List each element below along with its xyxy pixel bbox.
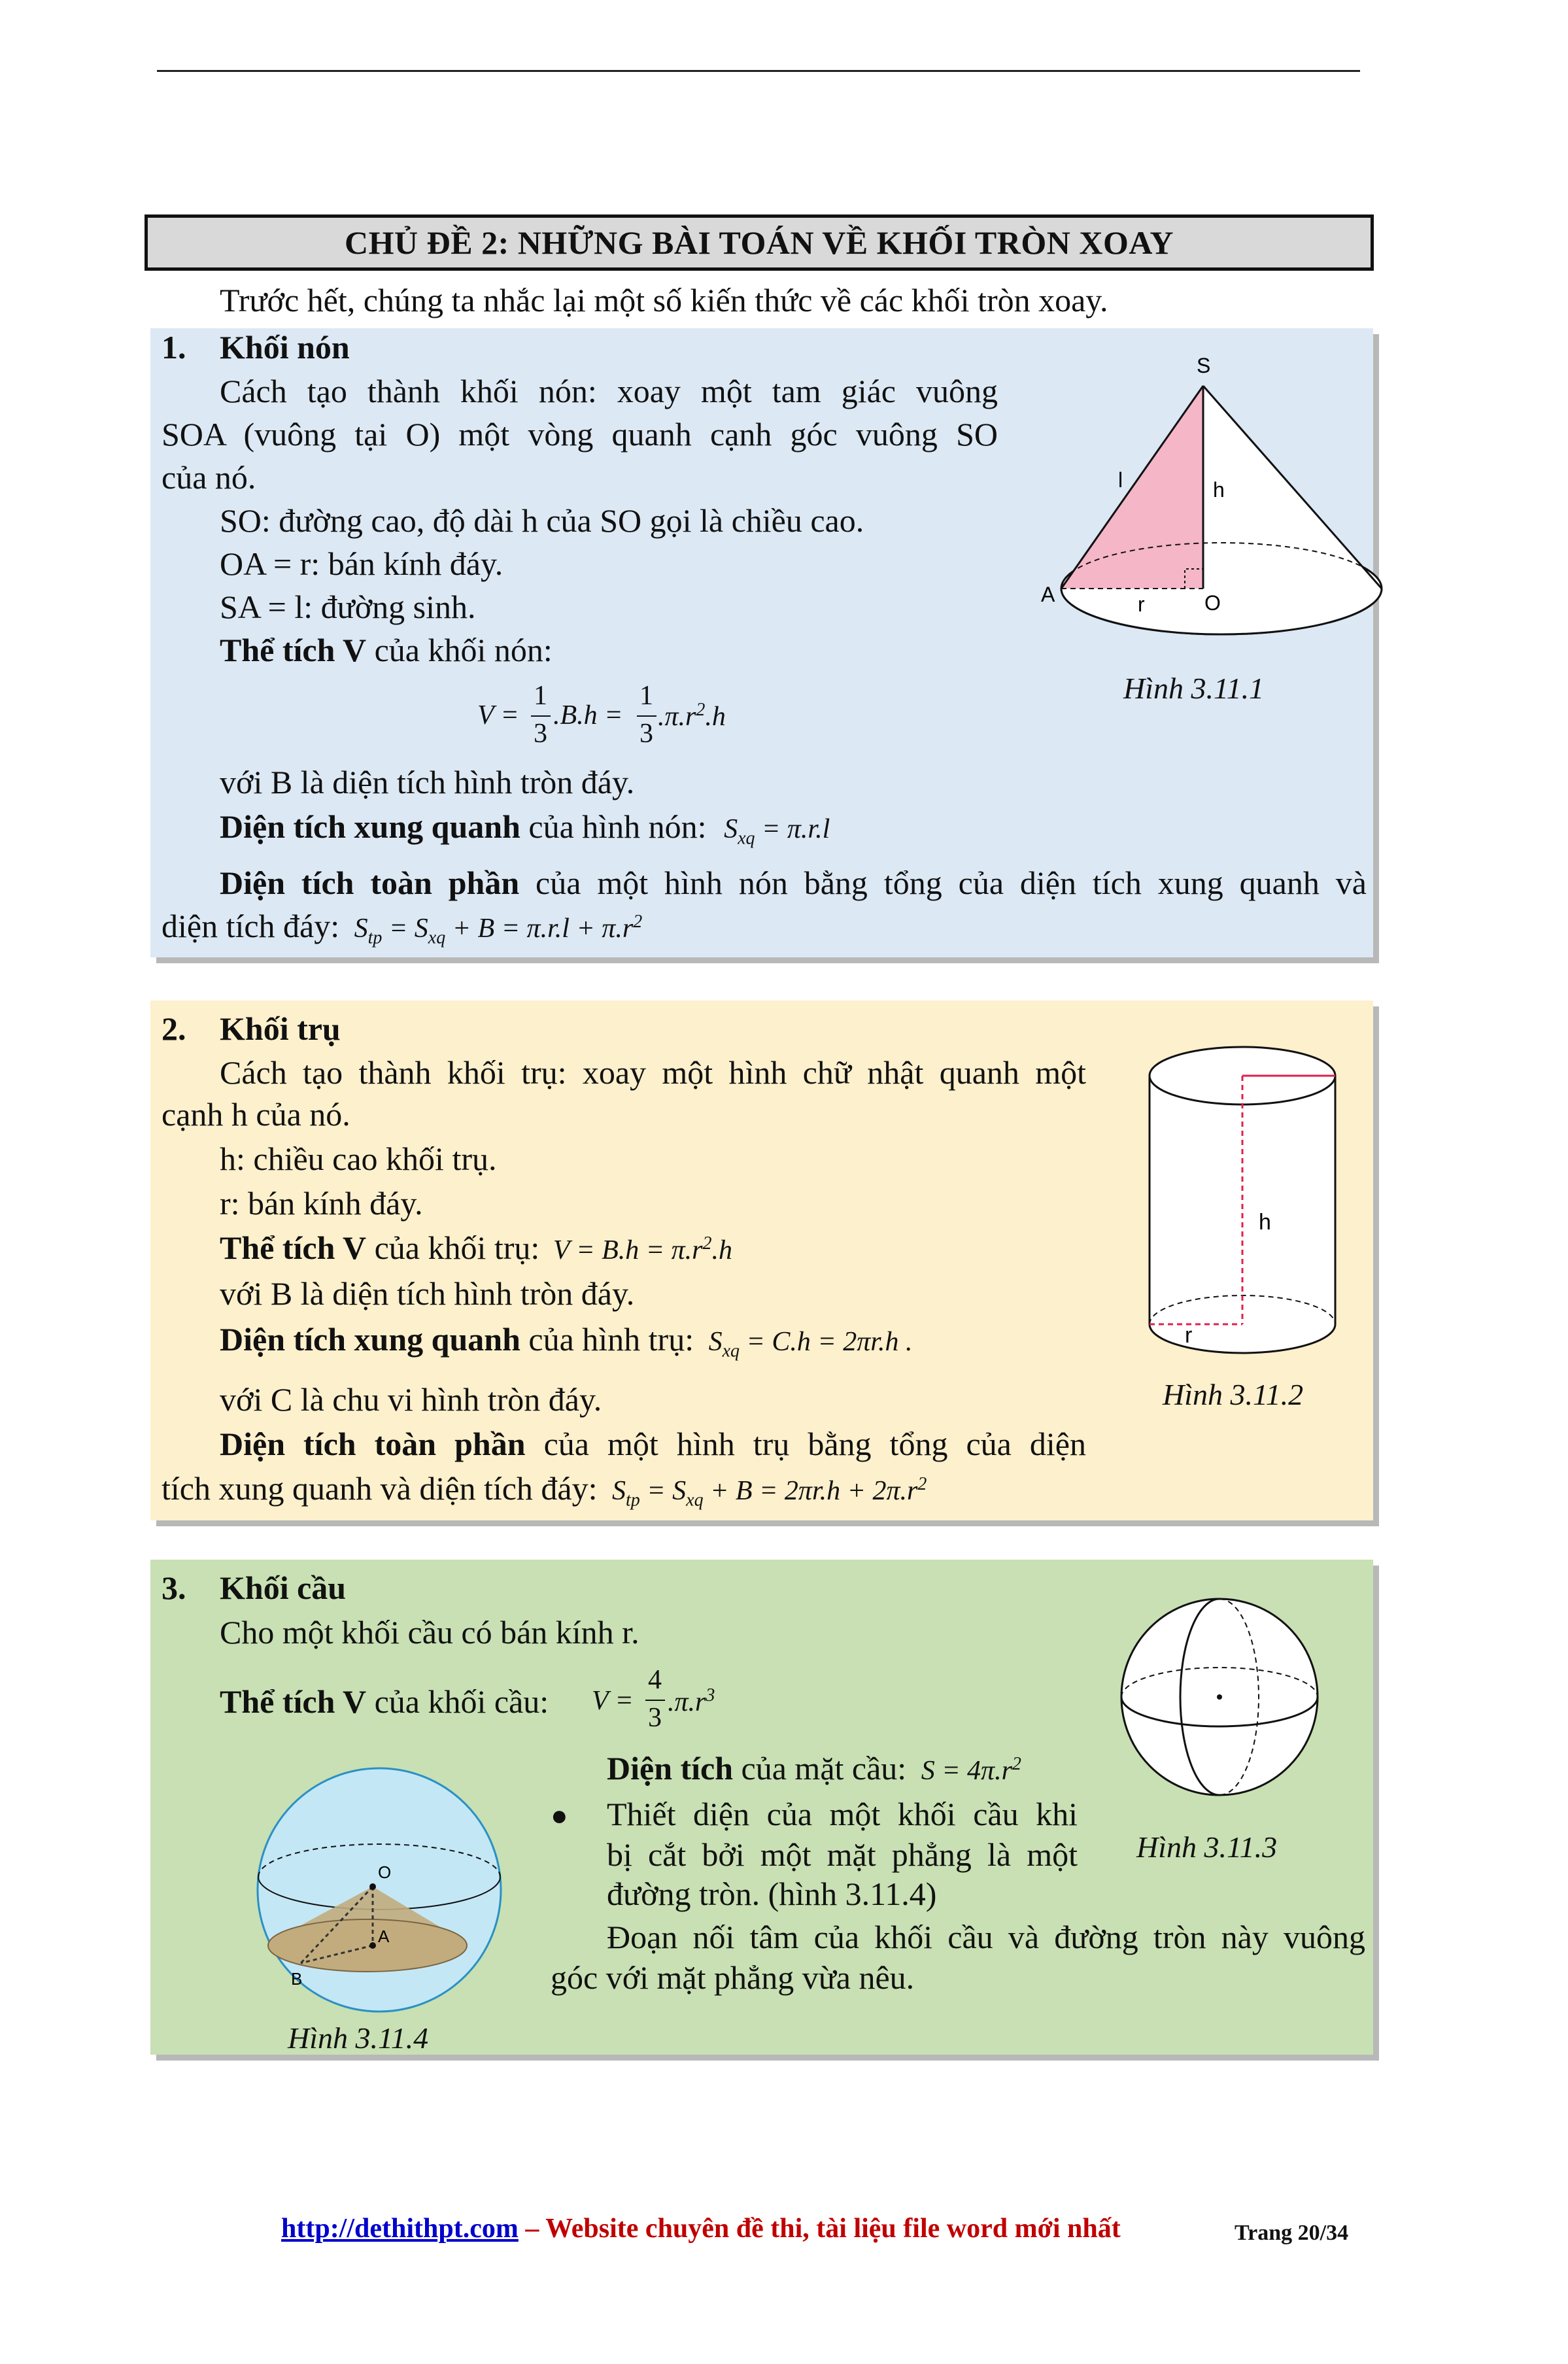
bullet-marker: ● [551, 1800, 568, 1832]
sphere-segment-line1: Đoạn nối tâm của khối cầu và đường tròn này vuông [607, 1919, 1365, 1955]
fraction-bar [531, 715, 551, 717]
cone-desc-line1: Cách tạo thành khối nón: xoay một tam giác vuông [220, 373, 998, 409]
sphere-figure [1112, 1589, 1327, 1805]
cone-sa-text: SA = l: đường sinh. [220, 589, 476, 625]
cylinder-total-formula [612, 1474, 927, 1511]
formula-lhs: V = [477, 700, 519, 730]
sphere-section-caption: Hình 3.11.4 [288, 2021, 429, 2055]
sphere-volume-rest: của khối cầu: [366, 1683, 549, 1720]
cylinder-lateral-formula [708, 1327, 913, 1362]
cone-desc-line3: của nó. [162, 459, 256, 496]
cylinder-lateral-text [220, 1321, 912, 1362]
formula-exponent: 2 [702, 1233, 712, 1254]
fraction-bar [637, 715, 656, 717]
fraction-numerator: 1 [534, 681, 547, 711]
cone-label-l: l [1118, 468, 1123, 492]
point-o [369, 1883, 376, 1890]
cylinder-figure [1138, 1043, 1347, 1363]
section-label-o: O [378, 1862, 392, 1882]
cylinder-volume-formula [553, 1235, 732, 1265]
cone-label-r: r [1138, 592, 1145, 616]
cylinder-number: 2. [162, 1010, 186, 1047]
cone-volume-rest: của khối nón: [366, 632, 553, 668]
cylinder-lateral-bold: Diện tích xung quanh [220, 1321, 520, 1358]
formula-term: S [612, 1476, 626, 1506]
sphere-bullet-line1: Thiết diện của một khối cầu khi [607, 1796, 1078, 1832]
intro-text: Trước hết, chúng ta nhắc lại một số kiến thức về các khối tròn xoay. [220, 282, 1108, 318]
sphere-section-figure [235, 1759, 523, 2021]
cone-volume-formula [477, 680, 752, 759]
sphere-area-bold: Diện tích [607, 1750, 734, 1787]
formula-lhs: V = [592, 1686, 634, 1716]
sphere-desc: Cho một khối cầu có bán kính r. [220, 1614, 639, 1651]
cylinder-volume-rest: của khối trụ: [366, 1229, 540, 1266]
cone-base-text: với B là diện tích hình tròn đáy. [220, 764, 635, 800]
formula-term: S = 4π.r [921, 1756, 1012, 1786]
cylinder-total-rest: của một hình trụ bằng tổng của diện [525, 1426, 1086, 1462]
cone-heading: Khối nón [220, 329, 350, 366]
sphere-area-rest: của mặt cầu: [733, 1750, 907, 1787]
formula-term: S [354, 914, 368, 944]
cone-total-rest2: diện tích đáy: [162, 908, 340, 944]
cone-total-bold: Diện tích toàn phần [220, 865, 520, 901]
sphere-center-dot [1217, 1694, 1222, 1700]
sphere-area-text [607, 1750, 1021, 1788]
sphere-volume-text [220, 1683, 549, 1721]
cylinder-total-bold: Diện tích toàn phần [220, 1426, 526, 1462]
fraction-denominator: 3 [648, 1703, 662, 1733]
formula-subscript: tp [626, 1490, 640, 1511]
cone-number: 1. [162, 329, 186, 366]
formula-tail: .h [705, 702, 726, 732]
formula-subscript: xq [722, 1341, 740, 1362]
formula-term: = S [639, 1476, 687, 1506]
cylinder-volume-text [220, 1229, 732, 1267]
formula-term: = C.h = 2πr.h . [740, 1327, 913, 1357]
cylinder-base-text: với B là diện tích hình tròn đáy. [220, 1275, 635, 1312]
formula-term: .π.r [668, 1687, 706, 1717]
formula-term: + B = 2πr.h + 2π.r [703, 1476, 918, 1506]
formula-term: .π.r [658, 702, 696, 732]
cone-lateral-text [220, 808, 830, 849]
cylinder-r-text: r: bán kính đáy. [220, 1185, 423, 1222]
formula-exponent: 2 [633, 912, 643, 932]
cone-total-formula [354, 912, 643, 948]
cylinder-h-text: h: chiều cao khối trụ. [220, 1140, 497, 1177]
sphere-volume-bold: Thể tích V [220, 1683, 367, 1720]
formula-exponent: 2 [1012, 1754, 1021, 1774]
formula-term: S [724, 814, 738, 844]
formula-end [668, 1685, 715, 1718]
page-number: Trang 20/34 [1235, 2221, 1349, 2245]
cone-lateral-formula [724, 814, 830, 849]
formula-exponent: 2 [696, 700, 706, 720]
formula-term: = S [382, 914, 428, 944]
cone-lateral-bold: Diện tích xung quanh [220, 808, 520, 845]
formula-exponent: 2 [917, 1474, 927, 1494]
cylinder-caption: Hình 3.11.2 [1163, 1378, 1304, 1411]
sphere-number: 3. [162, 1569, 186, 1606]
point-a [369, 1942, 376, 1949]
cylinder-desc-line1: Cách tạo thành khối trụ: xoay một hình chữ nhật quanh một [220, 1054, 1086, 1091]
chapter-title: CHỦ ĐỀ 2: NHỮNG BÀI TOÁN VỀ KHỐI TRÒN XOAY [145, 214, 1374, 271]
cylinder-base-front [1150, 1324, 1335, 1353]
formula-mid: .B.h = [553, 700, 623, 730]
sphere-heading: Khối cầu [220, 1569, 347, 1606]
cone-label-h: h [1213, 478, 1225, 502]
sphere-volume-formula [592, 1664, 762, 1743]
cylinder-desc-line2: cạnh h của nó. [162, 1096, 350, 1133]
formula-subscript: xq [738, 828, 755, 849]
fraction-denominator: 3 [534, 719, 547, 749]
fraction-denominator: 3 [639, 719, 653, 749]
formula-term: V = B.h = π.r [553, 1235, 703, 1265]
formula-tail: .h [711, 1235, 732, 1265]
cone-total-line1 [220, 865, 1367, 902]
section-label-b: B [291, 1969, 303, 1989]
cone-volume-text [220, 632, 553, 670]
cylinder-label-h: h [1259, 1210, 1271, 1235]
cylinder-total-line1 [220, 1426, 1086, 1464]
cylinder-lateral-rest: của hình trụ: [520, 1321, 694, 1358]
sphere-bullet-line3: đường tròn. (hình 3.11.4) [607, 1876, 937, 1912]
cylinder-heading: Khối trụ [220, 1010, 341, 1047]
section-label-a: A [378, 1927, 390, 1946]
formula-term: S [708, 1327, 723, 1357]
sphere-bullet-line2: bị cắt bởi một mặt phẳng là một [607, 1836, 1078, 1873]
sphere-caption: Hình 3.11.3 [1136, 1830, 1278, 1864]
sphere-segment-line2: góc với mặt phẳng vừa nêu. [551, 1959, 915, 1996]
footer-link[interactable]: http://dethithpt.com [281, 2214, 519, 2244]
cylinder-volume-bold: Thể tích V [220, 1229, 367, 1266]
formula-subscript: xq [686, 1490, 704, 1511]
cone-body [1061, 386, 1382, 634]
cone-figure [1033, 353, 1373, 660]
fraction-bar [645, 1700, 665, 1701]
footer-tagline: – Website chuyên đề thi, tài liệu file word mới nhất [518, 2214, 1121, 2244]
formula-term: = π.r.l [755, 814, 830, 844]
sphere-area-formula [921, 1756, 1021, 1786]
fraction-numerator: 1 [639, 681, 653, 711]
cylinder-circumference-text: với C là chu vi hình tròn đáy. [220, 1381, 602, 1418]
cone-desc-line2: SOA (vuông tại O) một vòng quanh cạnh góc vuông SO [162, 416, 998, 453]
cone-caption: Hình 3.11.1 [1123, 672, 1265, 705]
fraction-numerator: 4 [648, 1665, 662, 1695]
formula-term: + B = π.r.l + π.r [445, 914, 634, 944]
header-rule [157, 70, 1360, 72]
cone-total-rest: của một hình nón bằng tổng của diện tích xung quanh và [519, 865, 1367, 901]
cone-lateral-rest: của hình nón: [520, 808, 707, 845]
cone-volume-bold: Thể tích V [220, 632, 367, 668]
formula-subscript: tp [367, 927, 383, 948]
cone-oa-text: OA = r: bán kính đáy. [220, 545, 503, 582]
formula-subscript: xq [428, 927, 446, 948]
cone-total-line2 [162, 908, 642, 949]
cylinder-total-line2 [162, 1470, 927, 1511]
cone-so-text: SO: đường cao, độ dài h của SO gọi là chiều cao. [220, 502, 864, 539]
section-disk [268, 1919, 467, 1972]
cylinder-total-rest2: tích xung quanh và diện tích đáy: [162, 1470, 598, 1507]
cone-label-s: S [1197, 354, 1211, 377]
cone-label-o: O [1204, 591, 1221, 615]
cylinder-label-r: r [1185, 1323, 1193, 1348]
formula-exponent: 3 [706, 1685, 715, 1705]
footer [281, 2213, 1121, 2244]
cone-label-a: A [1041, 583, 1055, 606]
formula-end [658, 700, 726, 732]
